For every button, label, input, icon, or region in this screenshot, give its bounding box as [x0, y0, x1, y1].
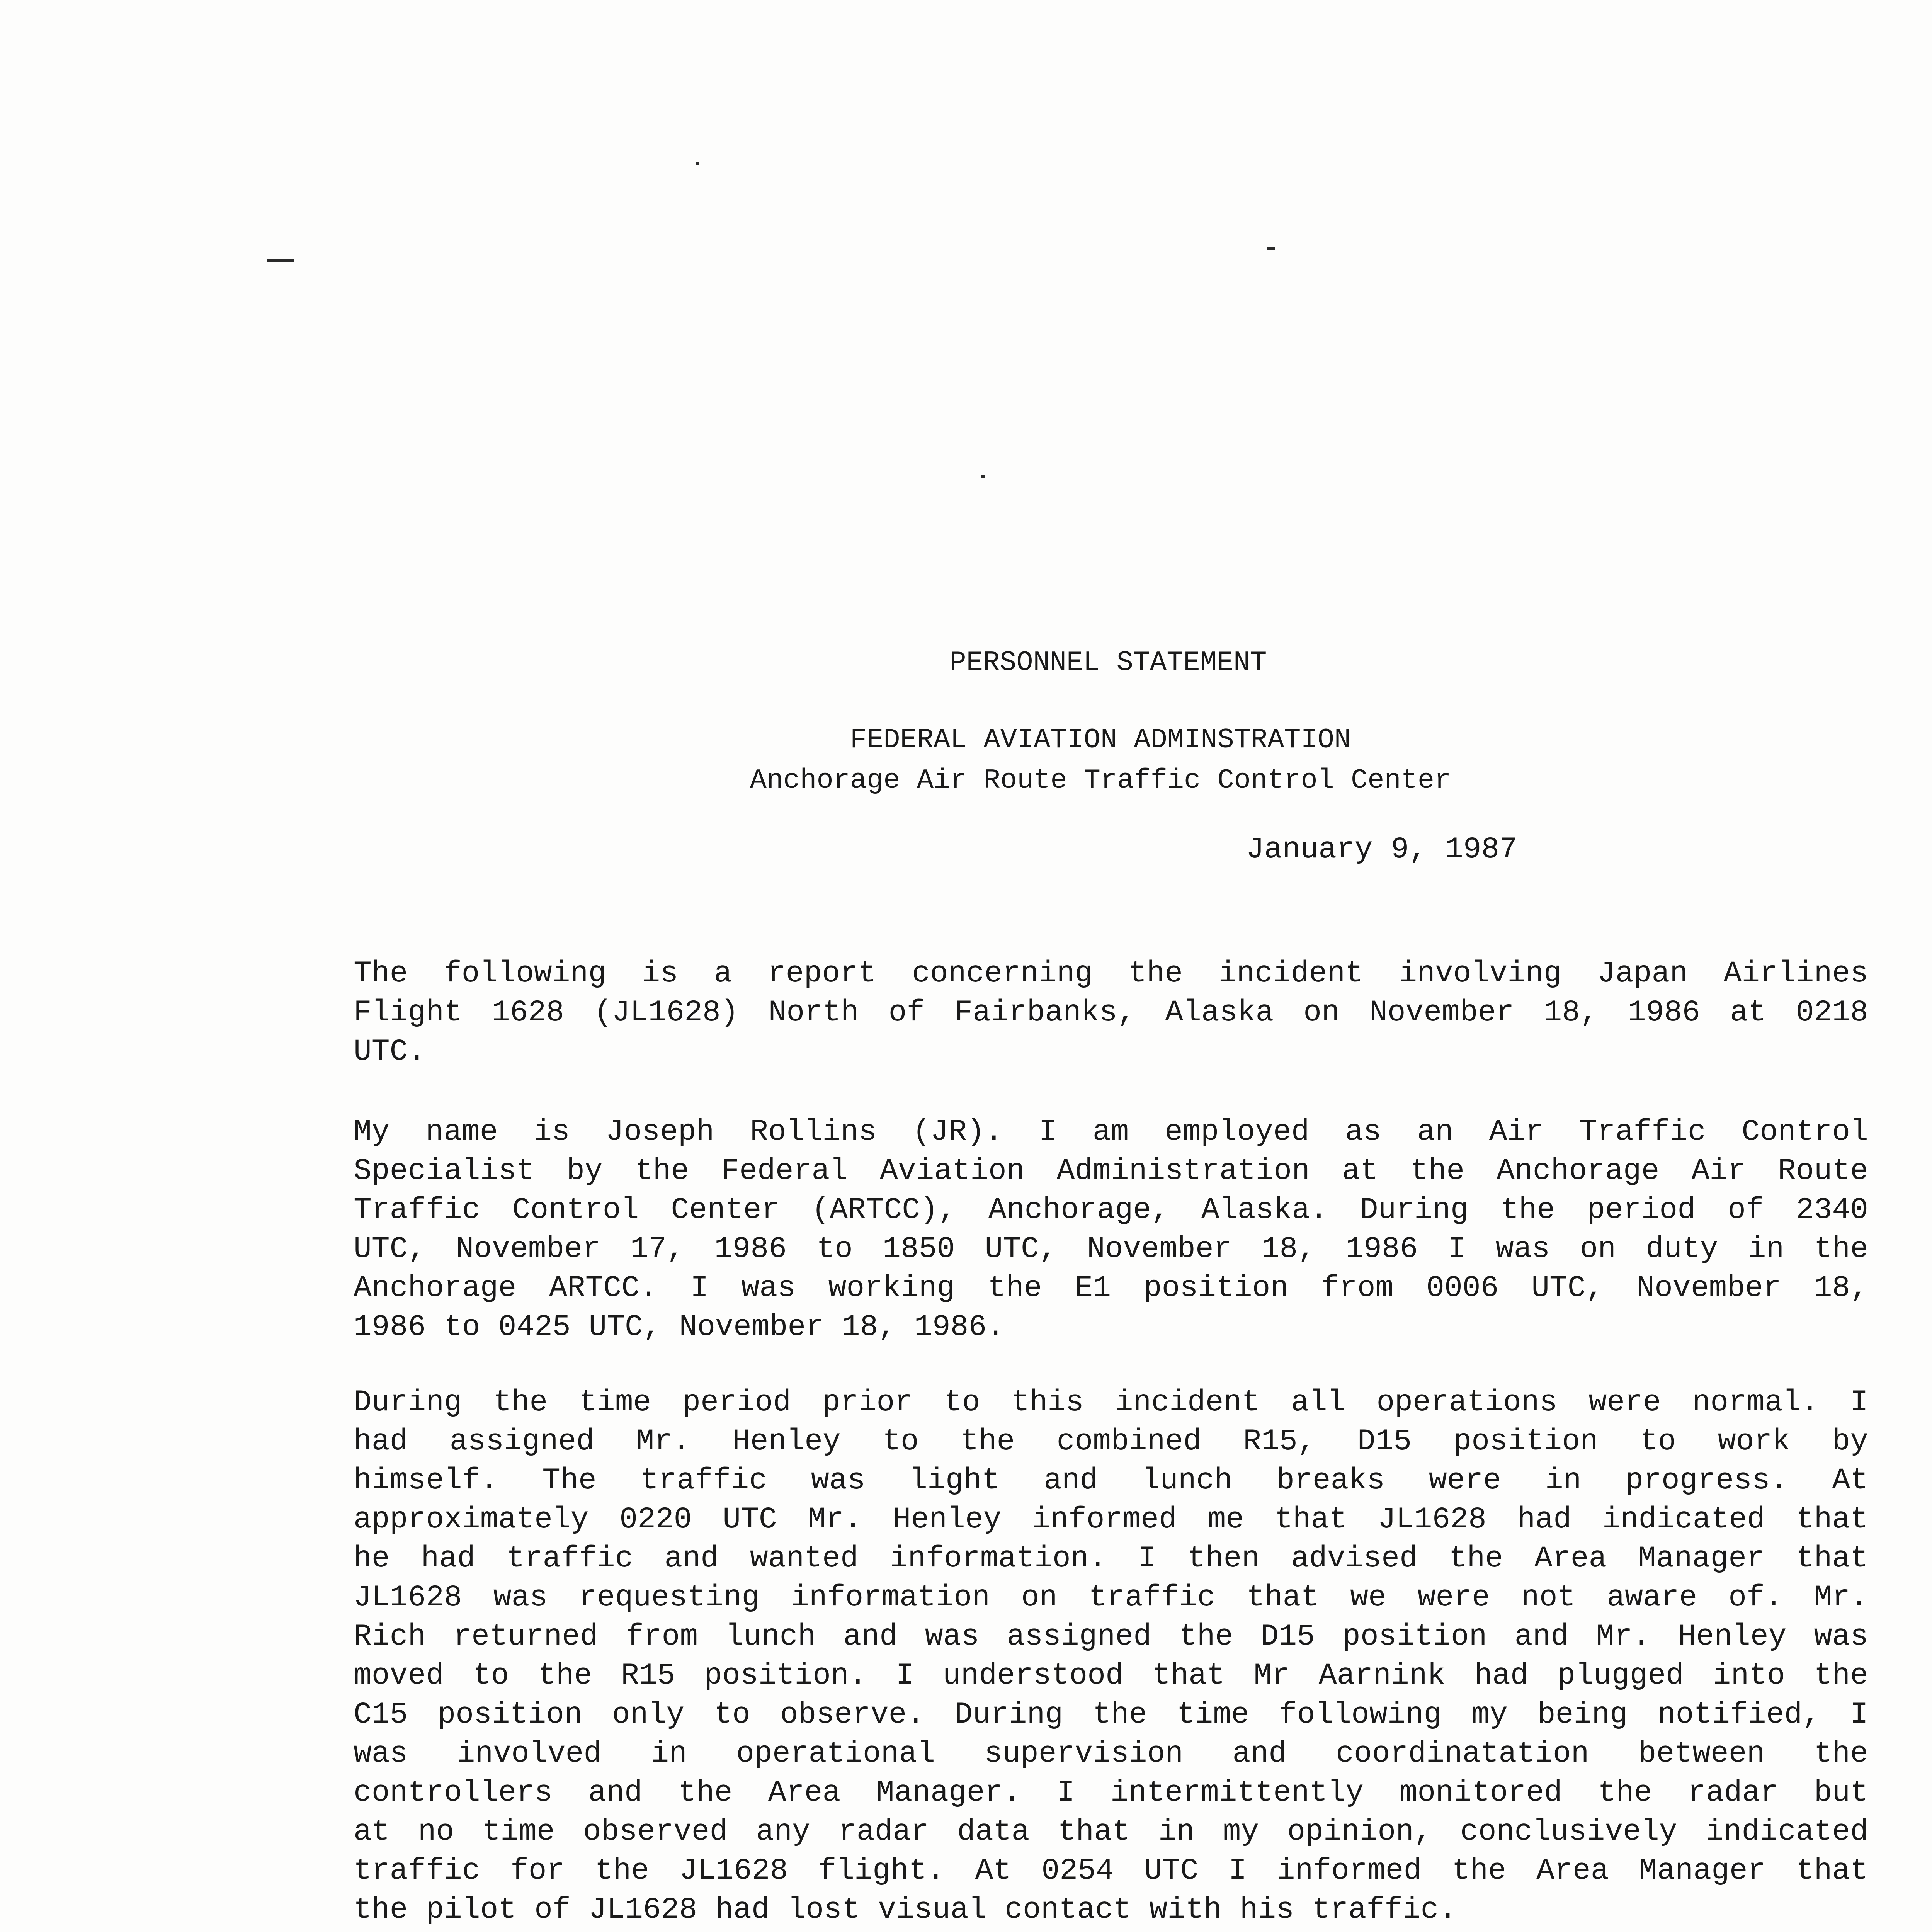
scan-mark	[1267, 247, 1275, 250]
paragraph-incident	[354, 1383, 1868, 1930]
text-line: Traffic Control Center (ARTCC), Anchorage, Alaska. During the period of 2340	[354, 1193, 1868, 1227]
text-line: the pilot of JL1628 had lost visual contact with his traffic.	[354, 1893, 1457, 1927]
scan-mark	[696, 162, 699, 165]
text-line: himself. The traffic was light and lunch breaks were in progress. At	[354, 1464, 1868, 1498]
text-line: he had traffic and wanted information. I then advised the Area Manager that	[354, 1542, 1868, 1576]
text-line: The following is a report concerning the incident involving Japan Airlines	[354, 957, 1868, 991]
text-line: JL1628 was requesting information on traffic that we were not aware of. Mr.	[354, 1581, 1868, 1615]
text-line: Anchorage ARTCC. I was working the E1 position from 0006 UTC, November 18,	[354, 1271, 1868, 1305]
paragraph-identity	[354, 1113, 1868, 1347]
text-line: approximately 0220 UTC Mr. Henley informed me that JL1628 had indicated that	[354, 1503, 1868, 1537]
text-line: moved to the R15 position. I understood that Mr Aarnink had plugged into the	[354, 1659, 1868, 1693]
text-line: Rich returned from lunch and was assigned the D15 position and Mr. Henley was	[354, 1620, 1868, 1654]
text-line: was involved in operational supervision and coordinatation between the	[354, 1737, 1868, 1771]
text-line: UTC.	[354, 1035, 426, 1069]
text-line: had assigned Mr. Henley to the combined R15, D15 position to work by	[354, 1425, 1868, 1459]
text-line: at no time observed any radar data that in my opinion, conclusively indicated	[354, 1815, 1868, 1849]
scan-mark	[981, 475, 985, 478]
facility-name: Anchorage Air Route Traffic Control Center	[750, 765, 1451, 796]
scan-mark	[267, 259, 294, 262]
document-date: January 9, 1987	[1246, 833, 1518, 867]
text-line: traffic for the JL1628 flight. At 0254 UTC I informed the Area Manager that	[354, 1854, 1868, 1888]
text-line: Flight 1628 (JL1628) North of Fairbanks, Alaska on November 18, 1986 at 0218	[354, 996, 1868, 1030]
text-line: 1986 to 0425 UTC, November 18, 1986.	[354, 1310, 1005, 1344]
paragraph-intro	[354, 954, 1868, 1071]
document-title: PERSONNEL STATEMENT	[949, 647, 1267, 679]
text-line: During the time period prior to this incident all operations were normal. I	[354, 1386, 1868, 1420]
agency-name: FEDERAL AVIATION ADMINSTRATION	[850, 724, 1351, 756]
text-line: Specialist by the Federal Aviation Administration at the Anchorage Air Route	[354, 1154, 1868, 1188]
text-line: C15 position only to observe. During the time following my being notified, I	[354, 1698, 1868, 1732]
text-line: My name is Joseph Rollins (JR). I am employed as an Air Traffic Control	[354, 1115, 1868, 1149]
text-line: UTC, November 17, 1986 to 1850 UTC, November 18, 1986 I was on duty in the	[354, 1232, 1868, 1266]
text-line: controllers and the Area Manager. I intermittently monitored the radar but	[354, 1776, 1868, 1810]
